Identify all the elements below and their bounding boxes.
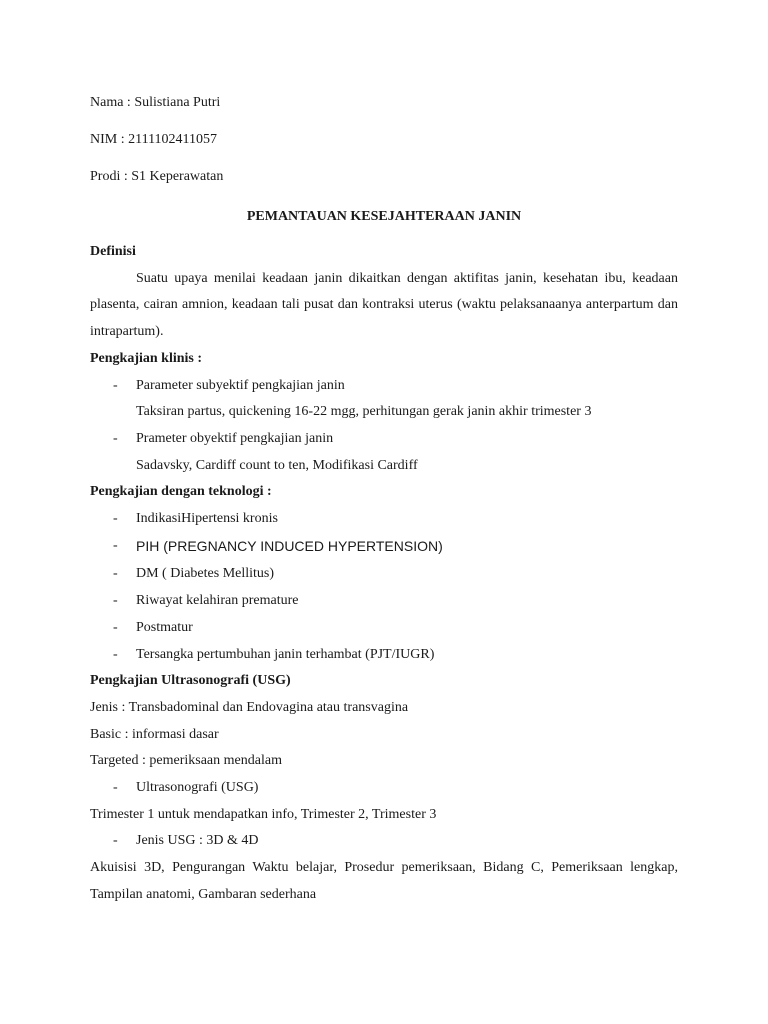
list-dash: - [113,511,118,527]
klinis-heading: Pengkajian klinis : [90,350,203,366]
definisi-text: Suatu upaya menilai keadaan janin dikaitkan dengan aktifitas janin, kesehatan ibu, keadaan plasenta, cairan amnion, keadaan tali pusat dan kontraksi uterus (waktu pelaksanaanya anterpartum dan intrapartum). [90,270,678,340]
teknologi-item [90,506,678,533]
document-title: PEMANTAUAN KESEJAHTERAAN JANIN [246,209,522,224]
teknologi-item [90,561,678,588]
student-nim: NIM : 2111102411057 [90,132,218,147]
teknologi-item [90,588,678,615]
list-item-label: Parameter subyektif pengkajian janin [136,377,345,393]
usg-akuisisi: Akuisisi 3D, Pengurangan Waktu belajar, Prosedur pemeriksaan, Bidang C, Pemeriksaan lengkap, Tampilan anatomi, Gambaran sederhana [90,860,678,902]
teknologi-item [90,533,678,562]
list-item-label: Tersangka pertumbuhan janin terhambat (PJT/IUGR) [136,646,435,662]
teknologi-item [90,615,678,642]
list-item-label: Ultrasonografi (USG) [136,780,259,796]
teknologi-heading: Pengkajian dengan teknologi : [90,484,272,500]
document-page [90,94,678,909]
list-dash: - [113,593,118,609]
list-dash: - [113,833,118,849]
klinis-detail-obyektif: Sadavsky, Cardiff count to ten, Modifikasi Cardiff [136,457,418,473]
usg-basic: Basic : informasi dasar [90,726,219,742]
usg-targeted: Targeted : pemeriksaan mendalam [90,753,282,769]
klinis-item-subyektif [90,373,678,400]
list-dash: - [113,537,118,553]
list-item-label: Postmatur [136,619,193,635]
list-item-label: PIH (PREGNANCY INDUCED HYPERTENSION) [136,537,443,554]
list-dash: - [113,619,118,635]
list-item-label: Jenis USG : 3D & 4D [136,833,259,849]
list-dash: - [113,430,118,446]
definisi-heading: Definisi [90,244,136,259]
usg-heading: Pengkajian Ultrasonografi (USG) [90,673,291,689]
student-name: Nama : Sulistiana Putri [90,95,221,110]
list-item-label: Prameter obyektif pengkajian janin [136,430,334,446]
teknologi-item [90,642,678,669]
list-dash: - [113,377,118,393]
usg-item [90,775,678,802]
klinis-item-obyektif [90,426,678,453]
list-dash: - [113,566,118,582]
usg-jenis: Jenis : Transbadominal dan Endovagina atau transvagina [90,699,409,715]
list-item-label: Riwayat kelahiran premature [136,593,299,609]
usg-item [90,828,678,855]
klinis-detail-subyektif: Taksiran partus, quickening 16-22 mgg, perhitungan gerak janin akhir trimester 3 [136,404,592,420]
list-item-label: IndikasiHipertensi kronis [136,511,278,527]
usg-trimester: Trimester 1 untuk mendapatkan info, Trimester 2, Trimester 3 [90,806,437,822]
list-dash: - [113,646,118,662]
list-item-label: DM ( Diabetes Mellitus) [136,566,275,582]
list-dash: - [113,780,118,796]
student-prodi: Prodi : S1 Keperawatan [90,169,224,184]
